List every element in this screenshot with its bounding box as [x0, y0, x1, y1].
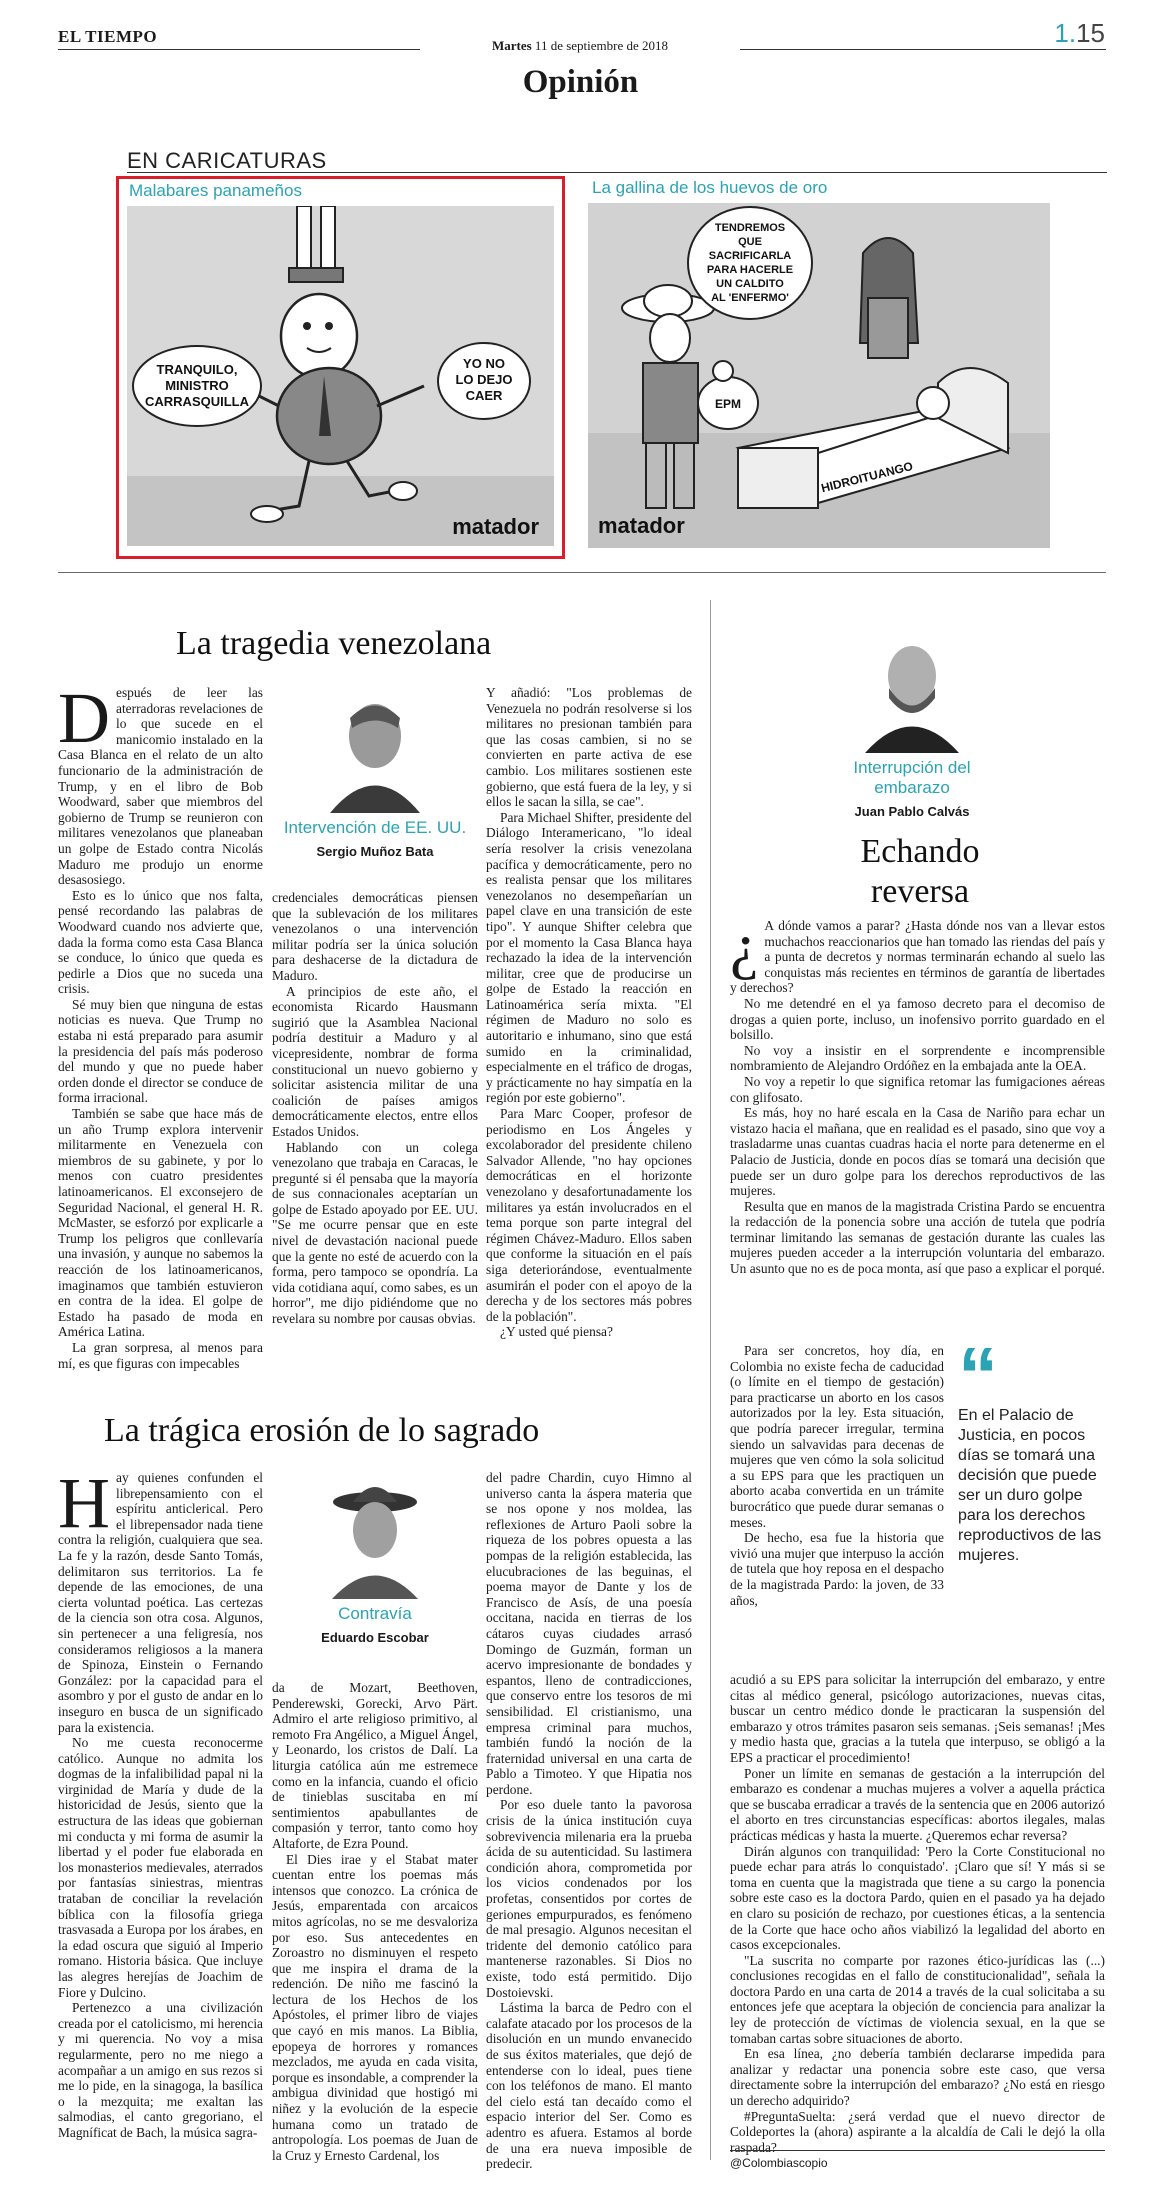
article2-author: Eduardo Escobar: [321, 1630, 429, 1645]
page-prefix: 1.: [1054, 18, 1077, 48]
article1-author: Sergio Muñoz Bata: [316, 844, 434, 859]
cartoon1-bubble-left-2: MINISTRO: [165, 378, 229, 393]
cartoon1-bubble-left-1: TRANQUILO,: [156, 362, 238, 377]
cartoon2-bubble-1: TENDREMOS: [714, 222, 786, 234]
cartoon1-title: Malabares panameños: [129, 181, 302, 200]
article3-author: Juan Pablo Calvás: [854, 804, 970, 819]
article3-bottom-p2: Poner un límite en semanas de gestación a la interrupción del embarazo es condenar a muchas mujeres a volver a aquella práctica que se buscaba erradicar a través de la sentencia que en 2006 autorizó el aborto en tres circunstancias específicas: abortos ilegales, malas prácticas médicas y hasta la muerte. ¿Queremos echar reversa?: [730, 1765, 1105, 1843]
article3-author-box: [822, 628, 1002, 819]
article2-col3: [486, 1470, 692, 2172]
cartoon2-bed-label: HIDROITUANGO: [819, 458, 915, 496]
article3-column-name: [822, 758, 1002, 798]
article3-pullquote: En el Palacio de Justicia, en pocos días se tomará una decisión que puede ser un duro golpe para los derechos reproductivos de las mujeres.: [958, 1407, 1102, 1564]
article3-top-p3: No voy a insistir en el sorprendente e incomprensible nombramiento de Alejandro Ordóñez en la embajada ante la OEA.: [730, 1042, 1105, 1074]
masthead: EL TIEMPO: [58, 27, 158, 46]
cartoon1-bubble-right-2: LO DEJO: [455, 372, 513, 387]
article1-col1: [58, 678, 263, 1371]
article1-col3-p4: ¿Y usted qué piensa?: [500, 1324, 613, 1340]
article3-narrow: [730, 1343, 944, 1608]
article3-top-p4: No voy a repetir lo que significa retomar las fumigaciones aéreas con glifosato.: [730, 1073, 1105, 1105]
cartoon2-bubble-4: PARA HACERLE: [706, 264, 794, 276]
quote-mark-icon: “: [958, 1331, 998, 1420]
article3-bottom-p3: Dirán algunos con tranquilidad: 'Pero la Corte Constitucional no puede echar para atrás lo conquistado'. ¡Claro que sí! Y más si se toma en cuenta que la magistrada que tiene a su cargo la ponencia sobre este caso es la doctora Pardo, quien en el pasado ya ha dejado en claro su posición de rechazo, por cuestiones éticas, a la sentencia de la Corte que hace ocho años viabilizó la legalidad del aborto en casos excepcionales.: [730, 1843, 1105, 1953]
date-rest: 11 de septiembre de 2018: [534, 38, 669, 53]
cartoon2-hen-label: EPM: [714, 397, 742, 411]
article3-handle: @Colombiascopio: [730, 2156, 828, 2170]
article3-pullquote-box: [958, 1331, 1108, 1566]
article2-col2-p1: da de Mozart, Beethoven, Penderewski, Gorecki, Arvo Pärt. Admiro el arte religioso primitivo, al remoto Fra Angélico, a Miguel Ángel, y Leonardo, los cristos de Dalí. La liturgia católica aún me estremece como en la infancia, cuando el oficio de tinieblas suscitaba en mí sentimientos apabullantes de compasión y terror, tanto como hoy Altaforte, de Ezra Pound.: [272, 1680, 478, 1851]
article3-bottom-p6: #PreguntaSuelta: ¿será verdad que el nuevo director de Coldeportes la (ahora) aspirante a la alcaldía de Cali le dejó la olla raspada?: [730, 2108, 1105, 2155]
cartoon1-bubble-left-3: CARRASQUILLA: [145, 394, 249, 409]
article1-col2-p1: credenciales democráticas piensen que la sublevación de los militares venezolanos o una intervención militar podría ser la única solución para deshacerse de la dictadura de Maduro.: [272, 890, 478, 983]
article3-headline: [730, 832, 1110, 912]
article2-col2: [272, 1680, 478, 2163]
article3-top: [730, 910, 1105, 1277]
article2-author-box: [272, 1474, 478, 1645]
article3-bottom-p5: En esa línea, ¿no debería también declararse impedida para analizar y redactar una ponencia sobre este caso, que versa directamente sobre la interrupción del embarazo? ¿No está en riesgo un derecho adquirido?: [730, 2046, 1105, 2109]
cartoon2-bubble-5: UN CALDITO: [716, 278, 784, 290]
cartoon2-drawing: [588, 203, 1050, 553]
article1-col3-p1: Y añadió: "Los problemas de Venezuela no podrán resolverse si los militares no presionan también para que las cosas cambien, si no se convierten en parte activa de ese cambio. Los militares sostienen este gobierno, que está fuera de la ley, y si ellos le sacan la silla, se cae".: [486, 685, 692, 810]
cartoon2-bubble-2: QUE: [738, 236, 762, 248]
cartoon2-title: La gallina de los huevos de oro: [592, 178, 828, 197]
article3-headline-1: Echando: [860, 833, 980, 870]
article3-bottom: [730, 1672, 1105, 2155]
article3-top-p1: A dónde vamos a parar? ¿Hasta dónde nos van a llevar estos muchachos reaccionarios que han tomado las riendas del país y a punta de decretos y normas terminarán echando al suelo las conquistas más recientes en términos de garantía de libertades y derechos?: [730, 918, 1105, 996]
article2-col1: [58, 1463, 263, 2141]
page-number: [1054, 18, 1105, 49]
cartoon-gallina: [588, 176, 1050, 559]
cartoon2-signature: matador: [598, 513, 685, 538]
article1-author-box: [272, 688, 478, 859]
page-suffix: 15: [1076, 18, 1105, 48]
cartoon1-bubble-right-3: CAER: [465, 388, 503, 403]
article3-narrow-p2: De hecho, esa fue la historia que vivió una mujer que interpuso la acción de tutela que hoy reposa en el despacho de la magistrada Pardo: la joven, de 33 años,: [730, 1530, 944, 1608]
article1-col1-p1: espués de leer las aterradoras revelaciones de lo que sucede en el manicomio instalado en la Casa Blanca en el relato de un alto funcionario de la administración de Trump, y en el libro de Bob Woodward, saber que miembros del gobierno de Trump se reunieron con militares venezolanos que planeaban un golpe de Estado contra Nicolás Maduro me produjo un enorme desasosiego.: [58, 685, 263, 888]
article2-col1-p2: No me cuesta reconocerme católico. Aunque no admita los dogmas de la infalibilidad papal ni la virginidad de María y dude de la historicidad de Jesús, siento que la estructura de las ideas que gobiernan mi conducta y mi forma de asumir la libertad y el poder fue elaborada en los monasterios medievales, aterrados por fantasías siniestras, mientras trataban de conciliar la revelación bíblica con la filosofía griega trasvasada a Europa por los árabes, en la edad oscura que siguió al Imperio romano. Historia básica. Que incluye las alegres herejías de Joachim de Fiore y Dulcino.: [58, 1735, 263, 2000]
article1-headline: La tragedia venezolana: [176, 625, 492, 662]
article2-col3-p2: Por eso duele tanto la pavorosa crisis de la única institución cuya sobrevivencia milenaria era la prueba ácida de su autenticidad. Su lastimera condición ahora, comprometida por los vicios condenados por los profetas, consentidos por cortes de geriones empurpurados, es fenómeno de mal presagio. Algunos necesitan el tridente del demonio católico para mantenerse razonables. Si Dios no existe, todo está permitido. Dijo Dostoievski.: [486, 1797, 692, 2000]
cartoon1-signature: matador: [452, 514, 539, 539]
article1-col1-p3: Sé muy bien que ninguna de estas noticias es nueva. Que Trump no estaba ni está preparado para asumir la presidencia del país más poderoso del mundo y que no puede haber orden donde el director se conduce de forma irracional.: [58, 996, 263, 1106]
article1-col2-p3: Hablando con un colega venezolano que trabaja en Caracas, le pregunté si él pensaba que la mayoría de sus connacionales aceptarían un golpe de Estado apoyado por EE. UU. "Se me ocurre pensar que en este nivel de devastación nacional puede que la gente no esté de acuerdo con la forma, pero tampoco se opondría. La vida cotidiana aquí, como sabes, es un horror", me dijo pidiéndome que no revelara su nombre por causas obvias.: [272, 1139, 478, 1327]
article3-headline-2: reversa: [870, 873, 970, 910]
cartoon2-bubble-3: SACRIFICARLA: [708, 250, 792, 262]
article1-col2: [272, 890, 478, 1327]
article2-author-photo: [320, 1474, 430, 1599]
article1-col3-p2: Para Michael Shifter, presidente del Diálogo Interamericano, "lo ideal sería resolver la crisis venezolana pacífica y democráticamente, pero no es realista pensar que los militares venezolanos no desempeñarían un papel clave en una transición de este tipo". Y aunque Shifter celebra que por el momento la Casa Blanca haya rechazado la idea de la intervención militar, cree que de producirse un golpe de Estado la reacción en Latinoamérica sería mixta. "El régimen de Maduro no solo es autoritario e inhumano, sino que está sumido en la criminalidad, especialmente en el tráfico de drogas, y prácticamente no hay simpatía en la región por este gobierno".: [486, 809, 692, 1106]
article2-col2-p2: El Dies irae y el Stabat mater cuentan entre los poemas más intensos que conozco. La crónica de Jesús, emparentada con arcaicos mitos agrícolas, no se me desvaloriza por eso. Sus antecedentes en Zoroastro no disminuyen el respeto que me inspira el drama de la redención. De niño me fascinó la lectura de los Hechos de los Apóstoles, el primer libro de viajes que cayó en mis manos. La Biblia, epopeya de horrores y romances mezclados, me ayuda en cada visita, porque es insondable, a comprender la ambigua divinidad que hostigó mi niñez y la evolución de la especie humana como un tratado de antropología. Los poemas de Juan de la Cruz y Ernesto Cardenal, los: [272, 1851, 478, 2163]
article3-bottom-p1: acudió a su EPS para solicitar la interrupción del embarazo, y entre citas al médico general, psicólogo autorizaciones, nuevas citas, buscar un centro médico donde le practicaran la suspensión del embarazo y otros trámites pasaron seis semanas. ¡Seis semanas! ¡Mes y medio hasta que, gracias a la tutela que interpuso, se obligó a la EPS a practicar el procedimiento!: [730, 1672, 1105, 1765]
cartoon1-bubble-right-1: YO NO: [463, 356, 505, 371]
article1-col3-p3: Para Marc Cooper, profesor de periodismo en Los Ángeles y excolaborador del presidente chileno Salvador Allende, "no hay opciones democráticas en el horizonte venezolano y desafortunadamente los militares ya están involucrados en el tema porque son parte integral del régimen Chávez-Maduro. Ellos saben que conforme la situación en el país siga deteriorándose, eventualmente asumirán el poder con el apoyo de la derecha y de los sectores más pobres de la población".: [486, 1106, 692, 1324]
dateline: [420, 38, 740, 54]
article1-col1-p2: Esto es lo único que nos falta, pensé recordando las palabras de Woodward cuando nos advierte que, dada la forma como esta Casa Blanca se conduce, lo único que queda es pedirle a Dios que no suceda una crisis.: [58, 887, 263, 997]
article2-col3-p3: Lástima la barca de Pedro con el calafate atacado por los procesos de la disolución en un mundo envanecido de sus éxitos materiales, que dejó de entenderse con lo ideal, pues tiene con los teléfonos de mano. El manto del cielo está tan decaído como el espacio interior del Ser. Como es adentro es afuera. Estamos al borde de una era nueva imposible de predecir.: [486, 2000, 692, 2172]
cartoon-malabares: [116, 176, 565, 559]
article3-narrow-p1: Para ser concretos, hoy día, en Colombia no existe fecha de caducidad (o límite en el tiempo de gestación) para practicarse un aborto en los casos autorizados por la ley. Esta situación, que podría parecer irregular, termina siendo un salvavidas para decenas de mujeres que ven cómo la sola solicitud a su EPS para que les practiquen un aborto acaba convertida en un trámite burocrático que puede durar semanas o meses.: [730, 1343, 944, 1530]
section-title: Opinión: [522, 64, 639, 100]
article1-col1-p4: También se sabe que hace más de un año Trump explora intervenir militarmente en Venezuela con miembros de su gabinete, y por lo menos con cuatro presidentes latinoamericanos. El exconsejero de Seguridad Nacional, el general H. R. McMaster, se esforzó por explicarle a Trump los peligros que conllevaría una invasión, y aunque no sabemos la reacción de los latinoamericanos, imaginamos que también estuvieron en contra de la idea. El golpe de Estado ha pasado de moda en América Latina.: [58, 1106, 263, 1340]
article2-col1-p3: Pertenezco a una civilización creada por el catolicismo, mi herencia y mi querencia. No voy a misa regularmente, pero no me niego a acompañar a un amigo en sus rezos si me lo pide, en la sinagoga, la basílica o la mezquita; me exaltan las salmodias, el canto gregoriano, el Magníficat de Bach, la música sagra-: [58, 2000, 263, 2140]
caricaturas-rule: [127, 172, 1107, 173]
caricaturas-heading: EN CARICATURAS: [127, 148, 327, 173]
article3-author-photo: [857, 628, 967, 753]
cartoon2-bubble-6: AL 'ENFERMO': [711, 292, 789, 304]
article3-bottom-p4: "La suscrita no comparte por razones ético-jurídicas las (...) conclusiones recogidas en el fallo de constitucionalidad", señala la doctora Pardo en una carta de 2014 a través de la cual solicitaba a su entonces jefe que aceptara la objeción de conciencia para analizar la ley de protección de víctimas de violencia sexual, en la que se tomaban cartas sobre situaciones de aborto.: [730, 1952, 1105, 2046]
article2-headline: La trágica erosión de lo sagrado: [104, 1412, 540, 1449]
article3-top-p2: No me detendré en el ya famoso decreto para el decomiso de drogas a quien porte, incluso, un inofensivo porrito guardado en el bolsillo.: [730, 995, 1105, 1043]
article1-column-name: Intervención de EE. UU.: [283, 818, 467, 837]
article1-col2-p2: A principios de este año, el economista Ricardo Hausmann sugirió que la Asamblea Nacional podría destituir a Maduro y al vicepresidente, nombrar de forma constitucional un nuevo gobierno y solicitar asistencia militar de una coalición de países amigos democráticamente electos, entre ellos Estados Unidos.: [272, 983, 478, 1139]
date-weekday: Martes: [491, 38, 532, 53]
article2-col1-p1: ay quienes confunden el librepensamiento con el espíritu anticlerical. Pero el librepensador nada tiene contra la religión, cualquiera que sea. La fe y la razón, desde Santo Tomás, delimitaron sus territorios. La fe depende de las emociones, de una cierta voluntad poética. Las certezas de la ciencia son otra cosa. Algunos, sin pertenecer a una feligresía, nos consideramos religiosos a la manera de Spinoza, Einstein o Fernando González: por la capacidad para el asombro y por el gusto de andar en lo inseguro en busca de un significado para la existencia.: [58, 1470, 263, 1735]
article3-column-name-text: Interrupción del embarazo: [853, 758, 971, 797]
section-divider: [58, 572, 1106, 573]
article1-col1-p5: La gran sorpresa, al menos para mí, es que figuras con impecables: [58, 1339, 263, 1371]
article3-top-p6: Resulta que en manos de la magistrada Cristina Pardo se encuentra la redacción de la ponencia sobre una acción de tutela que podría terminar limitando las semanas de gestación durante las cuales las mujeres pueden acceder a la interrupción voluntaria del embarazo. Un asunto que no es de poca monta, así que paso a explicar el porqué.: [730, 1198, 1105, 1277]
article1-author-photo: [320, 688, 430, 813]
article2-dropcap: H: [58, 1463, 110, 1543]
column-divider: [710, 600, 711, 2160]
article1-col3: [486, 685, 692, 1340]
article3-top-p5: Es más, hoy no haré escala en la Casa de Nariño para echar un vistazo hacia el mañana, que en realidad es el pasado, sino que voy a trasladarme unas cuantas cuadras hacia el norte para detenerme en el Palacio de Justicia, donde en pocos días se tomará una decisión que puede ser un duro golpe para los derechos reproductivos de las mujeres.: [730, 1105, 1105, 1199]
article2-col3-p1: del padre Chardin, cuyo Himno al universo canta la áspera materia que se nos opone y nos moldea, las reflexiones de Arturo Paoli sobre la riqueza de los pobres opuesta a las pompas de la religión establecida, las elucubraciones de las beguinas, el poema mayor de Dante y los de Francisco de Asís, de una poesía occitana, nacida en tierras de los cátaros cuyas ciudades arrasó Domingo de Guzmán, forman un acervo impresionante de bondades y espantos, lleno de contradicciones, que conservo entre los tesoros de mi sensibilidad. El cristianismo, una empresa criminal para muchos, también fundó la noción de la fraternidad universal en una carta de Pablo a Timoteo. Y que Hipatia nos perdone.: [486, 1470, 692, 1797]
article2-column-name: Contravía: [338, 1604, 412, 1623]
cartoon1-drawing: [119, 206, 562, 556]
article3-dropcap: ¿: [730, 910, 759, 981]
article1-dropcap: D: [58, 678, 110, 758]
